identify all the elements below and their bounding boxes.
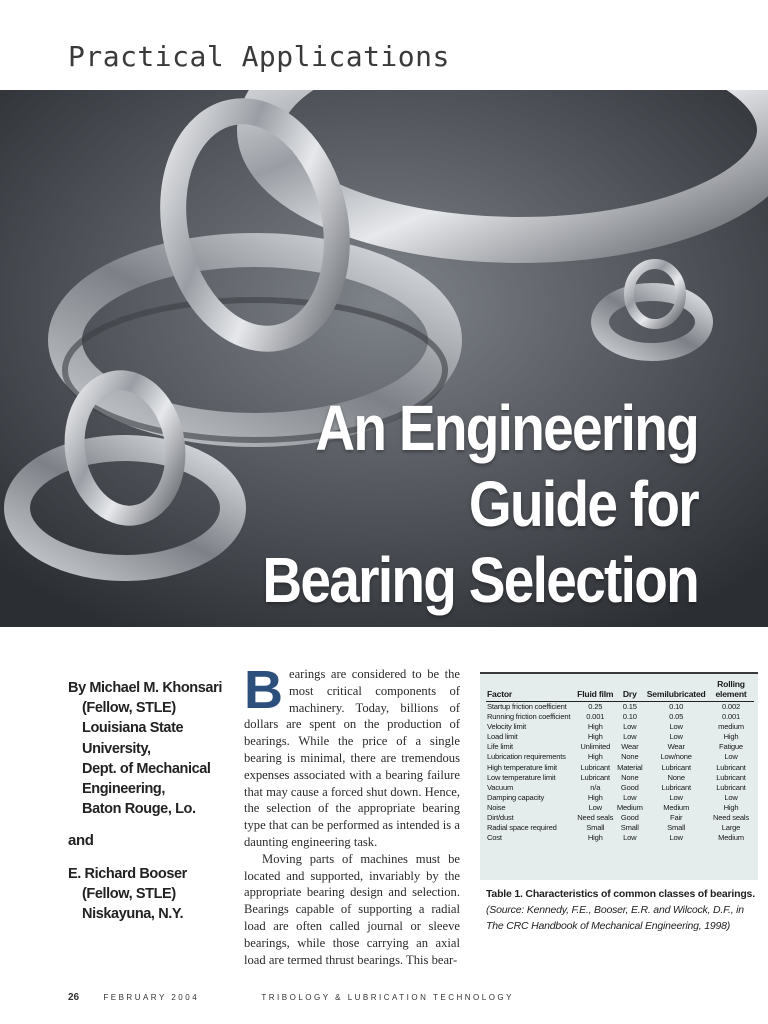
table-cell-value: Large — [721, 823, 741, 833]
body-paragraph-1-text: earings are considered to be the most critical components of machinery. Today, billions of dollars are spent on the production of bearings. While the price of a single bearing is minimal, there are tremendous expenses associated with a bearing failure that may cause a forced shut down. Hence, the selection of the appropriate bearing type that can be performed as intended is a daunting engineering task. — [244, 667, 460, 849]
table-cell-value: 0.15 — [622, 702, 637, 711]
drop-cap: B — [244, 660, 283, 720]
article-headline — [251, 390, 698, 618]
table-cell-value: Lubricant — [661, 782, 691, 792]
table-row — [486, 742, 754, 752]
table-cell-value: Wear — [667, 742, 685, 752]
table-cell-value: Good — [620, 813, 639, 823]
table-cell-value: medium — [718, 722, 744, 732]
table-cell-factor: Dirt/dust — [487, 813, 514, 823]
table-cell-value: Lubricant — [580, 762, 610, 772]
table-cell-value: Low — [724, 792, 738, 802]
body-paragraph-1 — [244, 660, 460, 851]
table-cell-value: High — [587, 732, 603, 742]
table-cell-factor: Load limit — [487, 732, 518, 742]
journal-name: TRIBOLOGY & LUBRICATION TECHNOLOGY — [261, 993, 514, 1002]
headline-line-2: Guide for — [468, 468, 698, 540]
table-cell-factor: Damping capacity — [487, 792, 545, 802]
page-number: 26 — [68, 992, 80, 1003]
header-fluid-film: Fluid film — [575, 678, 615, 702]
article-body — [244, 660, 460, 968]
table-cell-value: Small — [620, 823, 639, 833]
table-cell-value: Low — [623, 833, 637, 843]
author1-affiliation-2: University, — [82, 740, 151, 757]
table-cell-value: Low/none — [660, 752, 692, 762]
table-cell-value: High — [723, 802, 739, 812]
table-cell-value: Lubricant — [580, 772, 610, 782]
table-cell-value: Lubricant — [716, 772, 746, 782]
table-cell-value: Small — [667, 823, 686, 833]
table-cell-value: None — [621, 752, 639, 762]
table-cell-value: Fatigue — [719, 742, 743, 752]
author2-title: (Fellow, STLE) — [82, 885, 176, 902]
page-footer — [68, 992, 728, 1003]
table-cell-factor: Running friction coefficient — [487, 712, 571, 722]
table-cell-value: 0.05 — [669, 712, 684, 722]
table-cell-value: Lubricant — [716, 762, 746, 772]
table-cell-value: Low — [669, 722, 683, 732]
table-cell-value: Medium — [718, 833, 744, 843]
table-row — [486, 732, 754, 742]
table-cell-value: Lubricant — [661, 762, 691, 772]
table-cell-value: Low — [669, 792, 683, 802]
bearing-comparison-table — [486, 678, 754, 843]
table-cell-factor: Radial space required — [487, 823, 557, 833]
table-cell-value: 0.25 — [588, 702, 603, 711]
table-row — [486, 813, 754, 823]
table-cell-factor: Life limit — [487, 742, 513, 752]
table-cell-value: High — [587, 752, 603, 762]
header-factor: Factor — [486, 678, 575, 702]
byline-conjunction: and — [68, 832, 94, 850]
table-row — [486, 783, 754, 793]
table-caption — [486, 886, 756, 934]
table-row — [486, 823, 754, 833]
table-cell-factor: Cost — [487, 833, 502, 843]
table-cell-value: Need seals — [577, 813, 614, 823]
table-row — [486, 752, 754, 762]
table-row — [486, 722, 754, 732]
caption-source: (Source: Kennedy, F.E., Booser, E.R. and Wilcock, D.F., in The CRC Handbook of Mechanical Engineering, 1998) — [486, 904, 744, 932]
headline-line-3: Bearing Selection — [262, 544, 698, 616]
table-cell-value: Low — [623, 792, 637, 802]
table-row — [486, 793, 754, 803]
author1-title: (Fellow, STLE) — [82, 700, 176, 717]
author2-location: Niskayuna, N.Y. — [82, 906, 184, 923]
table-cell-value: Material — [617, 762, 643, 772]
caption-label: Table 1. Characteristics of common classes of bearings. — [486, 888, 755, 900]
table-cell-factor: Noise — [487, 802, 506, 812]
table-cell-value: High — [587, 722, 603, 732]
table-row — [486, 712, 754, 722]
table-header-row — [486, 678, 754, 702]
table-cell-value: n/a — [590, 782, 601, 792]
issue-date: FEBRUARY 2004 — [103, 993, 200, 1002]
header-rolling-element: Rolling element — [708, 678, 754, 702]
table-cell-value: 0.002 — [721, 702, 740, 711]
table-cell-factor: High temperature limit — [487, 762, 557, 772]
table-row — [486, 702, 754, 713]
table-cell-value: Medium — [616, 802, 643, 812]
table-cell-value: High — [723, 732, 739, 742]
table-cell-value: None — [667, 772, 685, 782]
headline-line-1: An Engineering — [315, 392, 698, 464]
bearing-comparison-table-panel — [480, 672, 758, 880]
table-cell-factor: Startup friction coefficient — [487, 702, 567, 711]
table-row — [486, 763, 754, 773]
table-cell-value: Low — [669, 732, 683, 742]
author2-name: E. Richard Booser — [68, 865, 187, 882]
table-cell-factor: Lubrication requirements — [487, 752, 566, 762]
table-cell-value: 0.001 — [586, 712, 605, 722]
author1-location: Baton Rouge, Lo. — [82, 801, 196, 818]
header-dry: Dry — [615, 678, 644, 702]
table-cell-factor: Velocity limit — [487, 722, 526, 732]
author1-affiliation-1: Louisiana State — [82, 720, 184, 737]
table-cell-value: Low — [588, 802, 602, 812]
author1-affiliation-3: Dept. of Mechanical — [82, 760, 211, 777]
author1-name: By Michael M. Khonsari — [68, 680, 222, 696]
table-cell-value: 0.10 — [669, 702, 684, 711]
table-cell-value: High — [587, 833, 603, 843]
table-cell-value: Low — [724, 752, 738, 762]
author-byline — [68, 678, 222, 924]
table-row — [486, 833, 754, 843]
author1-affiliation-4: Engineering, — [82, 781, 166, 798]
table-row — [486, 803, 754, 813]
table-cell-value: Small — [586, 823, 605, 833]
table-cell-value: Low — [669, 833, 683, 843]
table-cell-value: Low — [623, 722, 637, 732]
table-cell-value: None — [621, 772, 639, 782]
table-cell-factor: Low temperature limit — [487, 772, 556, 782]
table-cell-value: Wear — [621, 742, 639, 752]
section-label: Practical Applications — [68, 40, 450, 73]
body-paragraph-2: Moving parts of machines must be located and supported, invariably by the appropriate bearing design and selection. Bearings capable of supporting a radial load are often called journal or sleeve bearings, while those carrying an axial load are termed thrust bearings. This bear- — [244, 851, 460, 967]
table-cell-value: Need seals — [713, 813, 749, 823]
table-cell-value: Low — [623, 732, 637, 742]
table-cell-value: Lubricant — [716, 782, 746, 792]
table-cell-value: High — [587, 792, 603, 802]
table-cell-factor: Vacuum — [487, 782, 514, 792]
hero-photo-bearings — [0, 90, 768, 627]
table-cell-value: Good — [620, 782, 639, 792]
table-row — [486, 773, 754, 783]
table-cell-value: 0.001 — [721, 712, 740, 722]
table-cell-value: Fair — [670, 813, 683, 823]
header-semilubricated: Semilubricated — [644, 678, 708, 702]
table-cell-value: Unlimited — [580, 742, 611, 752]
table-cell-value: 0.10 — [622, 712, 637, 722]
table-cell-value: Medium — [663, 802, 690, 812]
